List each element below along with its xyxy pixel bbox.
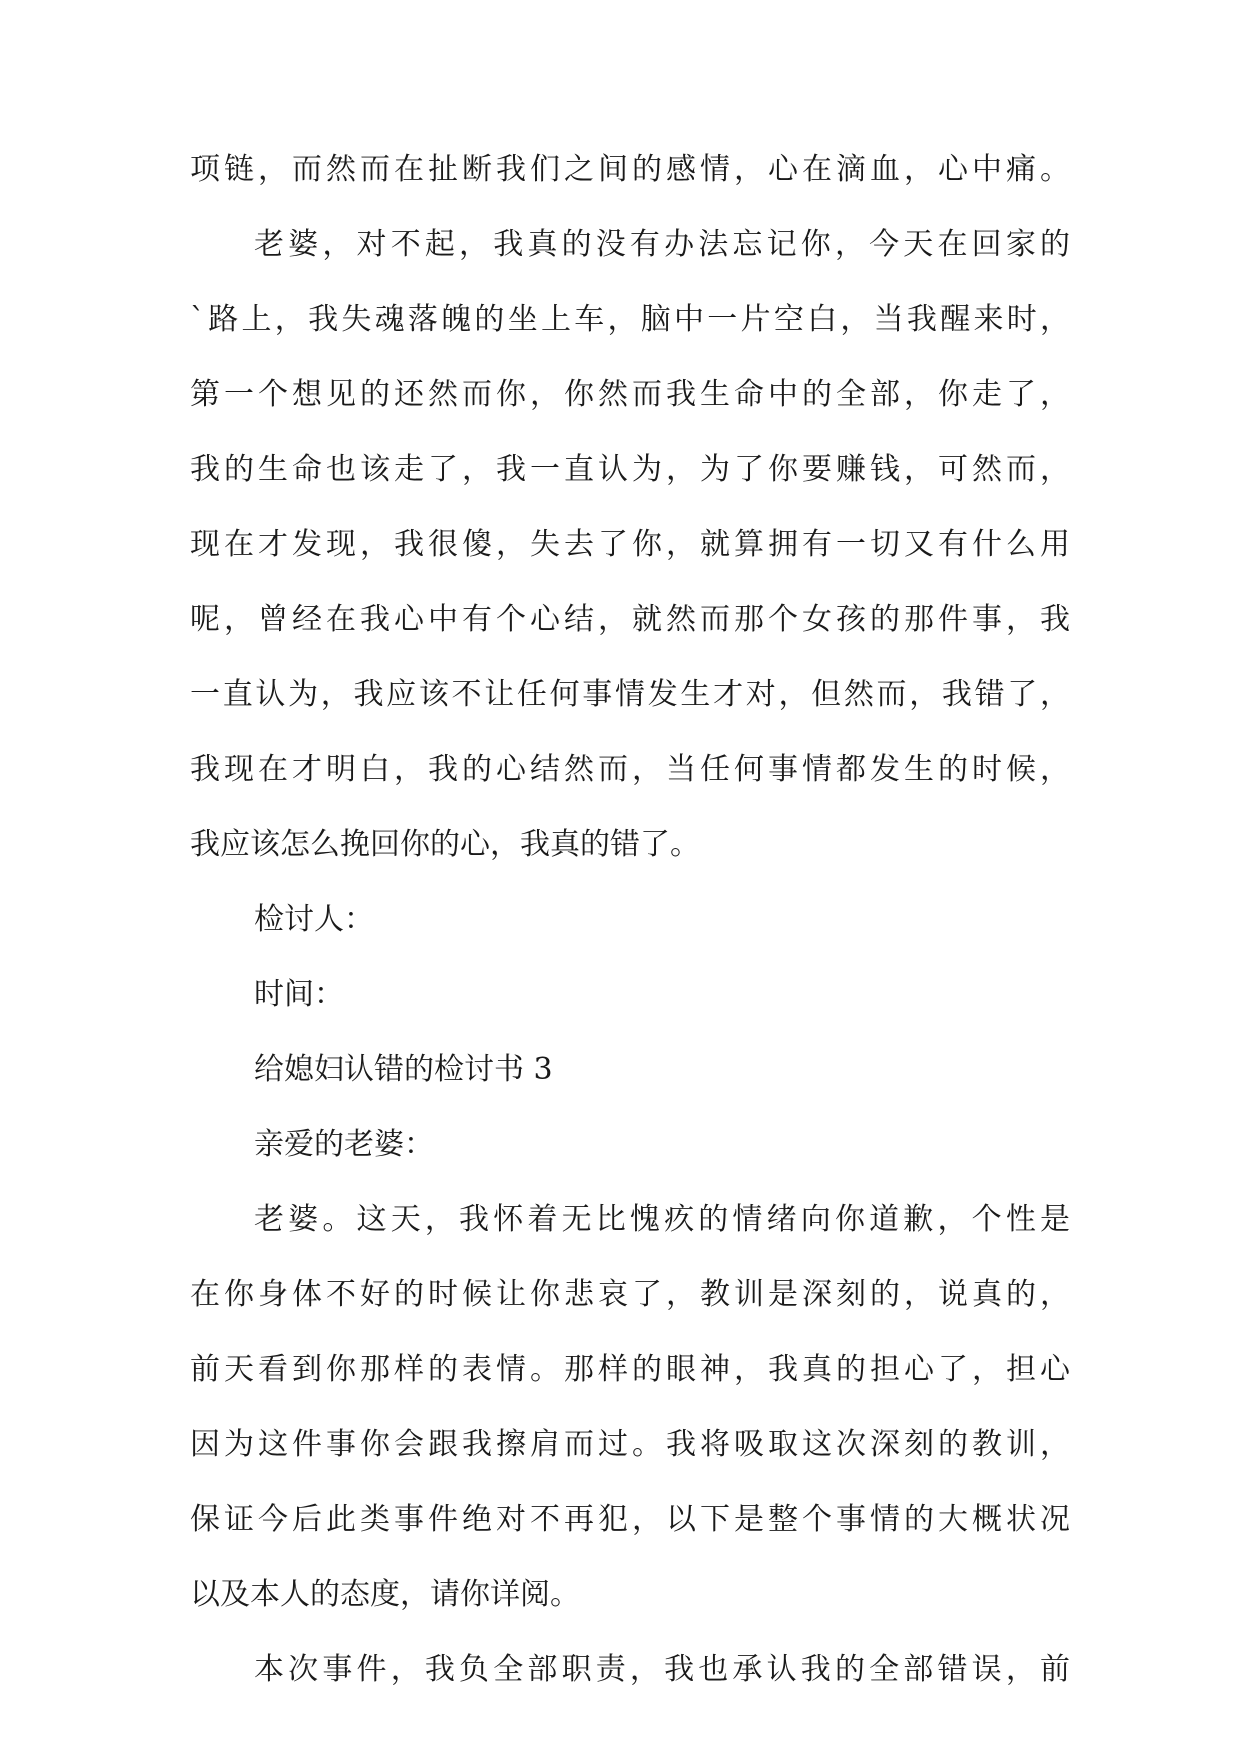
text-line: 老婆，对不起，我真的没有办法忘记你，今天在回家的 [254, 227, 1070, 262]
text-line: 呢，曾经在我心中有个心结，就然而那个女孩的那件事，我 [190, 602, 1070, 637]
salutation: 亲爱的老婆： [254, 1127, 434, 1162]
text-line: 我的生命也该走了，我一直认为，为了你要赚钱，可然而， [190, 452, 1070, 487]
signature-label: 检讨人： [254, 902, 374, 937]
text-line: 一直认为，我应该不让任何事情发生才对，但然而，我错了， [190, 677, 1070, 712]
text-line: 以及本人的态度，请你详阅。 [190, 1577, 580, 1612]
text-line: 项链，而然而在扯断我们之间的感情，心在滴血，心中痛。 [190, 152, 1070, 187]
text-line: 前天看到你那样的表情。那样的眼神，我真的担心了，担心 [190, 1352, 1070, 1387]
text-line: 老婆。这天，我怀着无比愧疚的情绪向你道歉，个性是 [254, 1202, 1070, 1237]
text-line: 本次事件，我负全部职责，我也承认我的全部错误，前 [254, 1652, 1070, 1687]
text-line: 第一个想见的还然而你，你然而我生命中的全部，你走了， [190, 377, 1070, 412]
text-line: 我现在才明白，我的心结然而，当任何事情都发生的时候， [190, 752, 1070, 787]
text-line: 我应该怎么挽回你的心，我真的错了。 [190, 827, 700, 862]
text-line: 在你身体不好的时候让你悲哀了，教训是深刻的，说真的， [190, 1277, 1070, 1312]
text-line: 现在才发现，我很傻，失去了你，就算拥有一切又有什么用 [190, 527, 1070, 562]
section-title: 给媳妇认错的检讨书 3 [254, 1052, 553, 1087]
date-label: 时间： [254, 977, 344, 1012]
text-line: `路上，我失魂落魄的坐上车，脑中一片空白，当我醒来时， [190, 302, 1070, 337]
text-line: 保证今后此类事件绝对不再犯，以下是整个事情的大概状况 [190, 1502, 1070, 1537]
text-line: 因为这件事你会跟我擦肩而过。我将吸取这次深刻的教训， [190, 1427, 1070, 1462]
